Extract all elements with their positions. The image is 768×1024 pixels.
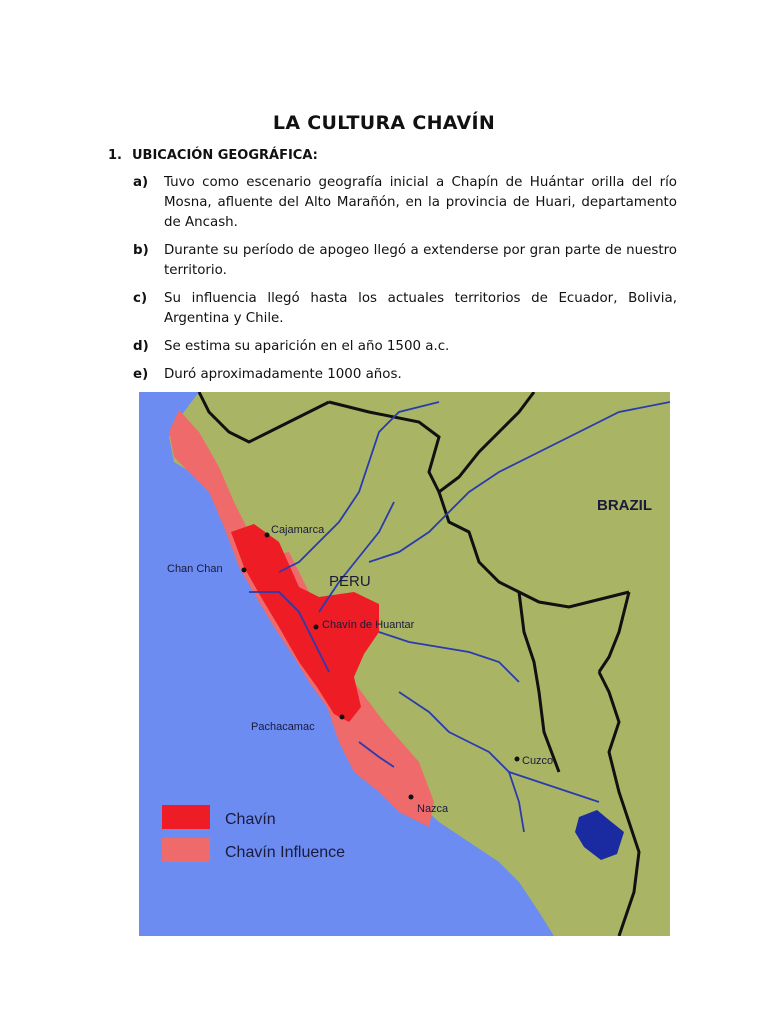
section-number: 1. <box>108 148 122 163</box>
legend-swatch-chavin-influence <box>162 838 210 862</box>
list-item <box>133 289 677 329</box>
chavin-map <box>139 392 670 936</box>
nazca-label: Nazca <box>417 803 449 815</box>
pachacamac-marker <box>340 715 345 720</box>
legend-swatch-chavin <box>162 805 210 829</box>
item-text: Tuvo como escenario geografía inicial a Chapín de Huántar orilla del río Mosna, afluente del Alto Marañón, en la provincia de Huari, departamento de Ancash. <box>164 175 677 230</box>
chan-chan-label: Chan Chan <box>167 563 223 575</box>
list-item <box>133 365 677 385</box>
item-text: Su influencia llegó hasta los actuales territorios de Ecuador, Bolivia, Argentina y Chile. <box>164 291 677 326</box>
item-letter: c) <box>133 291 148 306</box>
nazca-marker <box>409 795 414 800</box>
item-letter: d) <box>133 339 149 354</box>
list-item <box>133 173 677 233</box>
legend-label-chavin-influence: Chavín Influence <box>225 844 346 861</box>
section-title: UBICACIÓN GEOGRÁFICA: <box>132 148 318 163</box>
chan-chan-marker <box>242 568 247 573</box>
peru-label: PERU <box>329 573 371 590</box>
chavin-de-huantar-marker <box>314 625 319 630</box>
item-letter: a) <box>133 175 149 190</box>
chavin-de-huantar-label: Chavín de Huantar <box>322 619 415 631</box>
list-item <box>133 241 677 281</box>
brazil-label: BRAZIL <box>597 497 652 514</box>
page-title: LA CULTURA CHAVÍN <box>272 112 496 134</box>
cuzco-marker <box>515 757 520 762</box>
item-text: Durante su período de apogeo llegó a extenderse por gran parte de nuestro territorio. <box>164 243 677 278</box>
item-letter: b) <box>133 243 149 258</box>
list-item <box>133 337 677 357</box>
pachacamac-label: Pachacamac <box>251 721 315 733</box>
legend-label-chavin: Chavín <box>225 811 276 828</box>
cajamarca-marker <box>265 533 270 538</box>
item-text: Se estima su aparición en el año 1500 a.c. <box>164 339 450 354</box>
section-heading <box>108 148 318 163</box>
item-letter: e) <box>133 367 149 382</box>
map-svg <box>139 392 670 936</box>
cajamarca-label: Cajamarca <box>271 524 325 536</box>
item-text: Duró aproximadamente 1000 años. <box>164 367 402 382</box>
cuzco-label: Cuzco <box>522 755 554 767</box>
